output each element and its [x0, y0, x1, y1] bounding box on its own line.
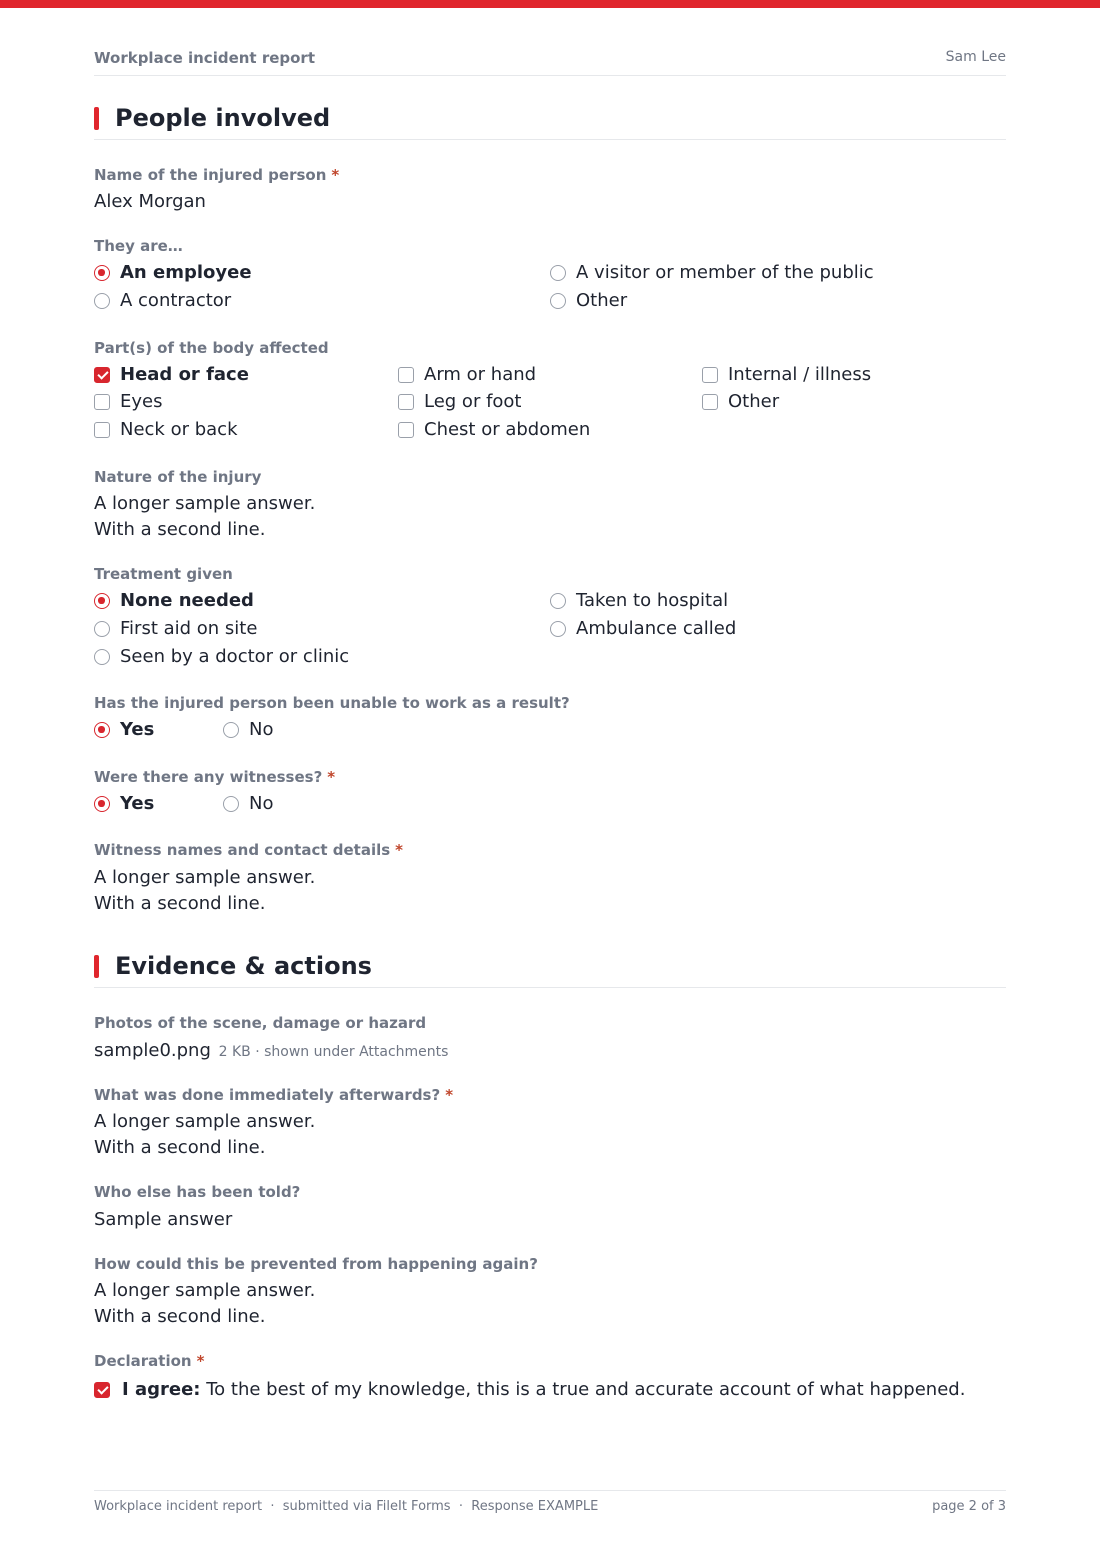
radio-selected-icon: [94, 796, 110, 812]
photos-label: Photos of the scene, damage or hazard: [94, 1014, 427, 1032]
body-parts-label: Part(s) of the body affected: [94, 339, 329, 357]
radio-selected-icon: [94, 722, 110, 738]
injury-nature-value-line2: With a second line.: [94, 519, 266, 540]
form-page: Workplace incident report Sam Lee People involved Name of the injured person * Alex Morgan They are… An employee A visitor or member of the public A contractor Other Part(s) of the body affected Head or face Arm or hand Internal / illness Eyes Leg or foot Other Neck or back Chest or abdomen Nature of the injury A longer sample answer. With a second line. Treatment given None needed Taken to hospital First aid on site Ambulance called Seen by a doctor or clinic Has the injured person been unable to work as a result? Yes No Were there any witnesses? * Yes No Witness names and contact details * A longer sample answer. With a second line. Evidence & actions Photos of the scene, damage or hazard sample0.png 2 KB · shown under Attachments What was done immediately afterwards? * A longer sample answer. With a second line. Who else has been told? Sample answer How could this be prevented from happening again? A longer sample answer. With a second line. Declaration * I agree: To the best of my knowledge, this is a true and accurate account of what happened. Workplace incident report · submitted via FileIt Forms · Response EXAMPLE page 2 of 3: [94, 0, 1006, 1556]
checkbox-icon: [398, 367, 414, 383]
radio-icon: [94, 293, 110, 309]
radio-icon: [223, 796, 239, 812]
user-name: Sam Lee: [945, 49, 1006, 65]
checkbox-icon: [94, 422, 110, 438]
section-title: Evidence & actions: [115, 952, 372, 980]
page-footer: [94, 1490, 1006, 1520]
unable-to-work-label: Has the injured person been unable to work as a result?: [94, 694, 570, 712]
page-number: page 2 of 3: [932, 1499, 1006, 1514]
required-marker: *: [331, 166, 340, 184]
required-marker: *: [327, 768, 336, 786]
declaration-agree: I agree:: [122, 1379, 201, 1400]
witness-details-label: Witness names and contact details *: [94, 841, 404, 859]
prevention-value-line1: A longer sample answer.: [94, 1280, 316, 1301]
section-accent-bar: [94, 955, 99, 978]
radio-icon: [94, 621, 110, 637]
witness-details-value-line2: With a second line.: [94, 893, 266, 914]
radio-icon: [550, 265, 566, 281]
they-are-label: They are…: [94, 237, 183, 255]
attachment-meta: 2 KB · shown under Attachments: [218, 1044, 449, 1060]
immediate-actions-value-line2: With a second line.: [94, 1137, 266, 1158]
radio-selected-icon: [94, 265, 110, 281]
who-told-label: Who else has been told?: [94, 1183, 301, 1201]
treatment-label: Treatment given: [94, 565, 233, 583]
declaration-label: Declaration *: [94, 1352, 205, 1370]
required-marker: *: [445, 1086, 454, 1104]
footer-info: Workplace incident report · submitted via FileIt Forms · Response EXAMPLE: [94, 1499, 599, 1514]
declaration-text: To the best of my knowledge, this is a true and accurate account of what happened.: [206, 1379, 966, 1400]
checkbox-icon: [94, 394, 110, 410]
section-accent-bar: [94, 107, 99, 130]
photo-attachment: [94, 1038, 448, 1065]
document-title: Workplace incident report: [94, 49, 315, 67]
immediate-actions-value-line1: A longer sample answer.: [94, 1111, 316, 1132]
radio-icon: [223, 722, 239, 738]
section-evidence-actions: [94, 948, 1006, 988]
radio-icon: [550, 593, 566, 609]
witnesses-label: Were there any witnesses? *: [94, 768, 336, 786]
checkbox-icon: [702, 367, 718, 383]
section-people-involved: [94, 100, 1006, 140]
required-marker: *: [196, 1352, 205, 1370]
required-marker: *: [395, 841, 404, 859]
radio-icon: [550, 293, 566, 309]
prevention-label: How could this be prevented from happening again?: [94, 1255, 538, 1273]
witness-details-value-line1: A longer sample answer.: [94, 867, 316, 888]
immediate-actions-label: What was done immediately afterwards? *: [94, 1086, 454, 1104]
injured-name-value: Alex Morgan: [94, 191, 206, 212]
radio-icon: [94, 649, 110, 665]
injured-name-label: Name of the injured person *: [94, 166, 340, 184]
checkbox-checked-icon: [94, 367, 110, 383]
section-title: People involved: [115, 104, 331, 132]
checkbox-icon: [702, 394, 718, 410]
prevention-value-line2: With a second line.: [94, 1306, 266, 1327]
checkbox-icon: [398, 422, 414, 438]
attachment-filename[interactable]: sample0.png: [94, 1040, 211, 1061]
checkbox-checked-icon: [94, 1382, 110, 1398]
injury-nature-label: Nature of the injury: [94, 468, 262, 486]
page-header: [94, 48, 1006, 76]
checkbox-icon: [398, 394, 414, 410]
radio-selected-icon: [94, 593, 110, 609]
who-told-value: Sample answer: [94, 1209, 233, 1230]
injury-nature-value-line1: A longer sample answer.: [94, 493, 316, 514]
radio-icon: [550, 621, 566, 637]
